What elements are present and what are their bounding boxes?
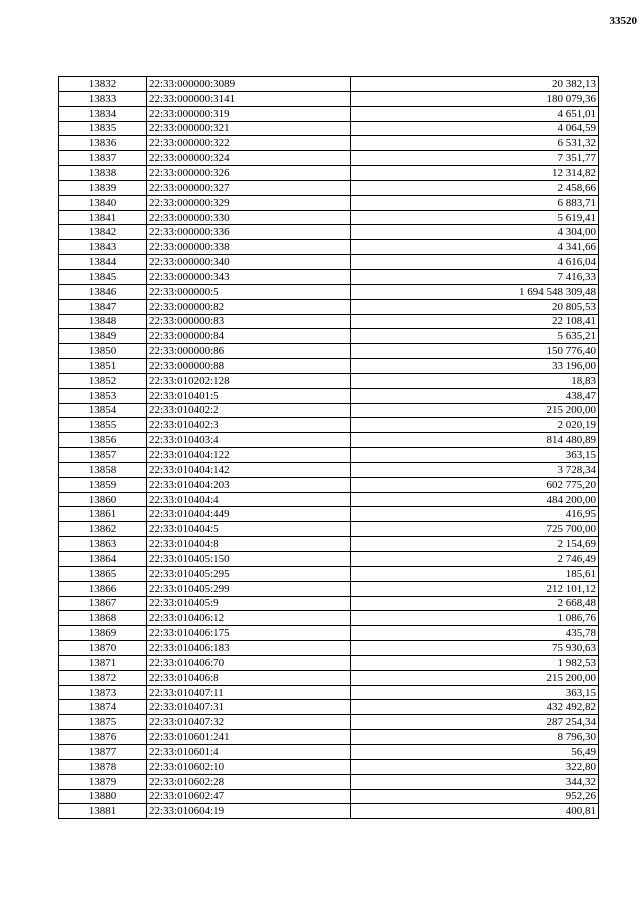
table-row bbox=[59, 403, 599, 418]
row-number-cell: 13848 bbox=[59, 314, 147, 329]
table-row bbox=[59, 225, 599, 240]
cadastral-number-cell: 22:33:010402:2 bbox=[147, 403, 351, 418]
value-cell: 602 775,20 bbox=[351, 477, 599, 492]
table-row bbox=[59, 462, 599, 477]
value-cell: 212 101,12 bbox=[351, 581, 599, 596]
table-row bbox=[59, 641, 599, 656]
row-number-cell: 13868 bbox=[59, 611, 147, 626]
value-cell: 33 196,00 bbox=[351, 359, 599, 374]
value-cell: 322,80 bbox=[351, 759, 599, 774]
value-cell: 20 805,53 bbox=[351, 299, 599, 314]
cadastral-number-cell: 22:33:000000:321 bbox=[147, 121, 351, 136]
cadastral-number-cell: 22:33:010602:10 bbox=[147, 759, 351, 774]
row-number-cell: 13859 bbox=[59, 477, 147, 492]
table-row bbox=[59, 774, 599, 789]
value-cell: 150 776,40 bbox=[351, 344, 599, 359]
value-cell: 4 064,59 bbox=[351, 121, 599, 136]
table-row bbox=[59, 314, 599, 329]
cadastral-number-cell: 22:33:000000:340 bbox=[147, 255, 351, 270]
row-number-cell: 13862 bbox=[59, 522, 147, 537]
row-number-cell: 13846 bbox=[59, 284, 147, 299]
cadastral-number-cell: 22:33:000000:82 bbox=[147, 299, 351, 314]
cadastral-number-cell: 22:33:000000:319 bbox=[147, 106, 351, 121]
cadastral-number-cell: 22:33:000000:86 bbox=[147, 344, 351, 359]
value-cell: 75 930,63 bbox=[351, 641, 599, 656]
row-number-cell: 13881 bbox=[59, 804, 147, 819]
value-cell: 400,81 bbox=[351, 804, 599, 819]
row-number-cell: 13864 bbox=[59, 552, 147, 567]
value-cell: 8 796,30 bbox=[351, 730, 599, 745]
row-number-cell: 13877 bbox=[59, 744, 147, 759]
value-cell: 435,78 bbox=[351, 626, 599, 641]
cadastral-number-cell: 22:33:000000:88 bbox=[147, 359, 351, 374]
value-cell: 7 351,77 bbox=[351, 151, 599, 166]
table-row bbox=[59, 299, 599, 314]
row-number-cell: 13852 bbox=[59, 373, 147, 388]
row-number-cell: 13841 bbox=[59, 210, 147, 225]
cadastral-value-table bbox=[58, 76, 599, 819]
table-row bbox=[59, 522, 599, 537]
table-row bbox=[59, 700, 599, 715]
value-cell: 287 254,34 bbox=[351, 715, 599, 730]
value-cell: 484 200,00 bbox=[351, 492, 599, 507]
cadastral-number-cell: 22:33:000000:343 bbox=[147, 269, 351, 284]
table-row bbox=[59, 91, 599, 106]
row-number-cell: 13856 bbox=[59, 433, 147, 448]
row-number-cell: 13845 bbox=[59, 269, 147, 284]
cadastral-number-cell: 22:33:010602:47 bbox=[147, 789, 351, 804]
value-cell: 363,15 bbox=[351, 685, 599, 700]
cadastral-number-cell: 22:33:010402:3 bbox=[147, 418, 351, 433]
value-cell: 2 668,48 bbox=[351, 596, 599, 611]
value-cell: 2 154,69 bbox=[351, 537, 599, 552]
value-cell: 2 746,49 bbox=[351, 552, 599, 567]
value-cell: 3 728,34 bbox=[351, 462, 599, 477]
table-row bbox=[59, 685, 599, 700]
table-row bbox=[59, 388, 599, 403]
table-row bbox=[59, 136, 599, 151]
row-number-cell: 13869 bbox=[59, 626, 147, 641]
row-number-cell: 13872 bbox=[59, 670, 147, 685]
table-row bbox=[59, 715, 599, 730]
row-number-cell: 13871 bbox=[59, 655, 147, 670]
table-row bbox=[59, 744, 599, 759]
value-cell: 56,49 bbox=[351, 744, 599, 759]
value-cell: 4 651,01 bbox=[351, 106, 599, 121]
cadastral-number-cell: 22:33:010601:4 bbox=[147, 744, 351, 759]
cadastral-number-cell: 22:33:010404:142 bbox=[147, 462, 351, 477]
value-cell: 1 086,76 bbox=[351, 611, 599, 626]
value-cell: 6 531,32 bbox=[351, 136, 599, 151]
table-row bbox=[59, 789, 599, 804]
row-number-cell: 13838 bbox=[59, 166, 147, 181]
cadastral-number-cell: 22:33:010602:28 bbox=[147, 774, 351, 789]
value-cell: 7 416,33 bbox=[351, 269, 599, 284]
value-cell: 4 616,04 bbox=[351, 255, 599, 270]
row-number-cell: 13876 bbox=[59, 730, 147, 745]
cadastral-number-cell: 22:33:010404:8 bbox=[147, 537, 351, 552]
cadastral-number-cell: 22:33:000000:3089 bbox=[147, 77, 351, 92]
row-number-cell: 13860 bbox=[59, 492, 147, 507]
row-number-cell: 13837 bbox=[59, 151, 147, 166]
row-number-cell: 13839 bbox=[59, 180, 147, 195]
value-cell: 363,15 bbox=[351, 448, 599, 463]
table-row bbox=[59, 151, 599, 166]
table-row bbox=[59, 344, 599, 359]
cadastral-number-cell: 22:33:010407:11 bbox=[147, 685, 351, 700]
table-row bbox=[59, 180, 599, 195]
table-row bbox=[59, 359, 599, 374]
page-number: 33520 bbox=[609, 15, 637, 27]
table-row bbox=[59, 552, 599, 567]
value-cell: 185,61 bbox=[351, 566, 599, 581]
cadastral-number-cell: 22:33:010404:449 bbox=[147, 507, 351, 522]
table-row bbox=[59, 373, 599, 388]
value-cell: 12 314,82 bbox=[351, 166, 599, 181]
row-number-cell: 13873 bbox=[59, 685, 147, 700]
row-number-cell: 13842 bbox=[59, 225, 147, 240]
value-cell: 1 694 548 309,48 bbox=[351, 284, 599, 299]
row-number-cell: 13843 bbox=[59, 240, 147, 255]
cadastral-number-cell: 22:33:000000:330 bbox=[147, 210, 351, 225]
value-cell: 432 492,82 bbox=[351, 700, 599, 715]
table-row bbox=[59, 418, 599, 433]
cadastral-number-cell: 22:33:000000:322 bbox=[147, 136, 351, 151]
table-row bbox=[59, 77, 599, 92]
table-row bbox=[59, 507, 599, 522]
row-number-cell: 13835 bbox=[59, 121, 147, 136]
value-cell: 4 341,66 bbox=[351, 240, 599, 255]
cadastral-number-cell: 22:33:010404:5 bbox=[147, 522, 351, 537]
value-cell: 2 020,19 bbox=[351, 418, 599, 433]
cadastral-number-cell: 22:33:010406:12 bbox=[147, 611, 351, 626]
table-row bbox=[59, 106, 599, 121]
value-cell: 5 635,21 bbox=[351, 329, 599, 344]
cadastral-number-cell: 22:33:010406:8 bbox=[147, 670, 351, 685]
cadastral-number-cell: 22:33:010406:70 bbox=[147, 655, 351, 670]
value-cell: 952,26 bbox=[351, 789, 599, 804]
row-number-cell: 13849 bbox=[59, 329, 147, 344]
row-number-cell: 13855 bbox=[59, 418, 147, 433]
row-number-cell: 13858 bbox=[59, 462, 147, 477]
row-number-cell: 13863 bbox=[59, 537, 147, 552]
row-number-cell: 13875 bbox=[59, 715, 147, 730]
cadastral-number-cell: 22:33:010401:5 bbox=[147, 388, 351, 403]
table-row bbox=[59, 537, 599, 552]
cadastral-number-cell: 22:33:000000:336 bbox=[147, 225, 351, 240]
row-number-cell: 13844 bbox=[59, 255, 147, 270]
row-number-cell: 13853 bbox=[59, 388, 147, 403]
row-number-cell: 13850 bbox=[59, 344, 147, 359]
table-row bbox=[59, 492, 599, 507]
cadastral-number-cell: 22:33:000000:329 bbox=[147, 195, 351, 210]
value-cell: 1 982,53 bbox=[351, 655, 599, 670]
table-row bbox=[59, 626, 599, 641]
cadastral-number-cell: 22:33:010405:299 bbox=[147, 581, 351, 596]
cadastral-number-cell: 22:33:010405:9 bbox=[147, 596, 351, 611]
table-row bbox=[59, 566, 599, 581]
value-cell: 20 382,13 bbox=[351, 77, 599, 92]
table-row bbox=[59, 195, 599, 210]
cadastral-number-cell: 22:33:010406:183 bbox=[147, 641, 351, 656]
cadastral-number-cell: 22:33:000000:5 bbox=[147, 284, 351, 299]
table-row bbox=[59, 581, 599, 596]
table-row bbox=[59, 804, 599, 819]
row-number-cell: 13851 bbox=[59, 359, 147, 374]
row-number-cell: 13834 bbox=[59, 106, 147, 121]
row-number-cell: 13880 bbox=[59, 789, 147, 804]
table-row bbox=[59, 269, 599, 284]
value-cell: 18,83 bbox=[351, 373, 599, 388]
cadastral-number-cell: 22:33:010406:175 bbox=[147, 626, 351, 641]
row-number-cell: 13857 bbox=[59, 448, 147, 463]
table-row bbox=[59, 240, 599, 255]
table-row bbox=[59, 284, 599, 299]
cadastral-number-cell: 22:33:000000:83 bbox=[147, 314, 351, 329]
value-cell: 438,47 bbox=[351, 388, 599, 403]
row-number-cell: 13840 bbox=[59, 195, 147, 210]
cadastral-number-cell: 22:33:000000:84 bbox=[147, 329, 351, 344]
cadastral-number-cell: 22:33:010202:128 bbox=[147, 373, 351, 388]
cadastral-number-cell: 22:33:010604:19 bbox=[147, 804, 351, 819]
table-row bbox=[59, 166, 599, 181]
row-number-cell: 13870 bbox=[59, 641, 147, 656]
cadastral-number-cell: 22:33:000000:324 bbox=[147, 151, 351, 166]
value-cell: 215 200,00 bbox=[351, 670, 599, 685]
table-row bbox=[59, 730, 599, 745]
value-cell: 814 480,89 bbox=[351, 433, 599, 448]
table-body bbox=[59, 77, 599, 819]
value-cell: 344,32 bbox=[351, 774, 599, 789]
cadastral-number-cell: 22:33:010407:31 bbox=[147, 700, 351, 715]
row-number-cell: 13865 bbox=[59, 566, 147, 581]
cadastral-number-cell: 22:33:010601:241 bbox=[147, 730, 351, 745]
cadastral-number-cell: 22:33:000000:327 bbox=[147, 180, 351, 195]
row-number-cell: 13854 bbox=[59, 403, 147, 418]
value-cell: 5 619,41 bbox=[351, 210, 599, 225]
cadastral-number-cell: 22:33:010407:32 bbox=[147, 715, 351, 730]
table-row bbox=[59, 611, 599, 626]
table-row bbox=[59, 255, 599, 270]
cadastral-number-cell: 22:33:010404:203 bbox=[147, 477, 351, 492]
cadastral-number-cell: 22:33:010404:122 bbox=[147, 448, 351, 463]
table-row bbox=[59, 655, 599, 670]
row-number-cell: 13833 bbox=[59, 91, 147, 106]
table-row bbox=[59, 121, 599, 136]
table-row bbox=[59, 670, 599, 685]
cadastral-number-cell: 22:33:010404:4 bbox=[147, 492, 351, 507]
row-number-cell: 13867 bbox=[59, 596, 147, 611]
row-number-cell: 13866 bbox=[59, 581, 147, 596]
row-number-cell: 13861 bbox=[59, 507, 147, 522]
table-row bbox=[59, 329, 599, 344]
row-number-cell: 13836 bbox=[59, 136, 147, 151]
cadastral-number-cell: 22:33:010405:295 bbox=[147, 566, 351, 581]
row-number-cell: 13832 bbox=[59, 77, 147, 92]
value-cell: 180 079,36 bbox=[351, 91, 599, 106]
value-cell: 2 458,66 bbox=[351, 180, 599, 195]
value-cell: 416,95 bbox=[351, 507, 599, 522]
value-cell: 215 200,00 bbox=[351, 403, 599, 418]
table-row bbox=[59, 596, 599, 611]
row-number-cell: 13879 bbox=[59, 774, 147, 789]
value-cell: 4 304,00 bbox=[351, 225, 599, 240]
table-row bbox=[59, 759, 599, 774]
cadastral-number-cell: 22:33:010403:4 bbox=[147, 433, 351, 448]
value-cell: 725 700,00 bbox=[351, 522, 599, 537]
cadastral-number-cell: 22:33:000000:338 bbox=[147, 240, 351, 255]
cadastral-number-cell: 22:33:000000:326 bbox=[147, 166, 351, 181]
row-number-cell: 13878 bbox=[59, 759, 147, 774]
table-row bbox=[59, 477, 599, 492]
table-row bbox=[59, 448, 599, 463]
value-cell: 22 108,41 bbox=[351, 314, 599, 329]
row-number-cell: 13874 bbox=[59, 700, 147, 715]
cadastral-number-cell: 22:33:000000:3141 bbox=[147, 91, 351, 106]
table-row bbox=[59, 210, 599, 225]
value-cell: 6 883,71 bbox=[351, 195, 599, 210]
table-row bbox=[59, 433, 599, 448]
row-number-cell: 13847 bbox=[59, 299, 147, 314]
cadastral-number-cell: 22:33:010405:150 bbox=[147, 552, 351, 567]
